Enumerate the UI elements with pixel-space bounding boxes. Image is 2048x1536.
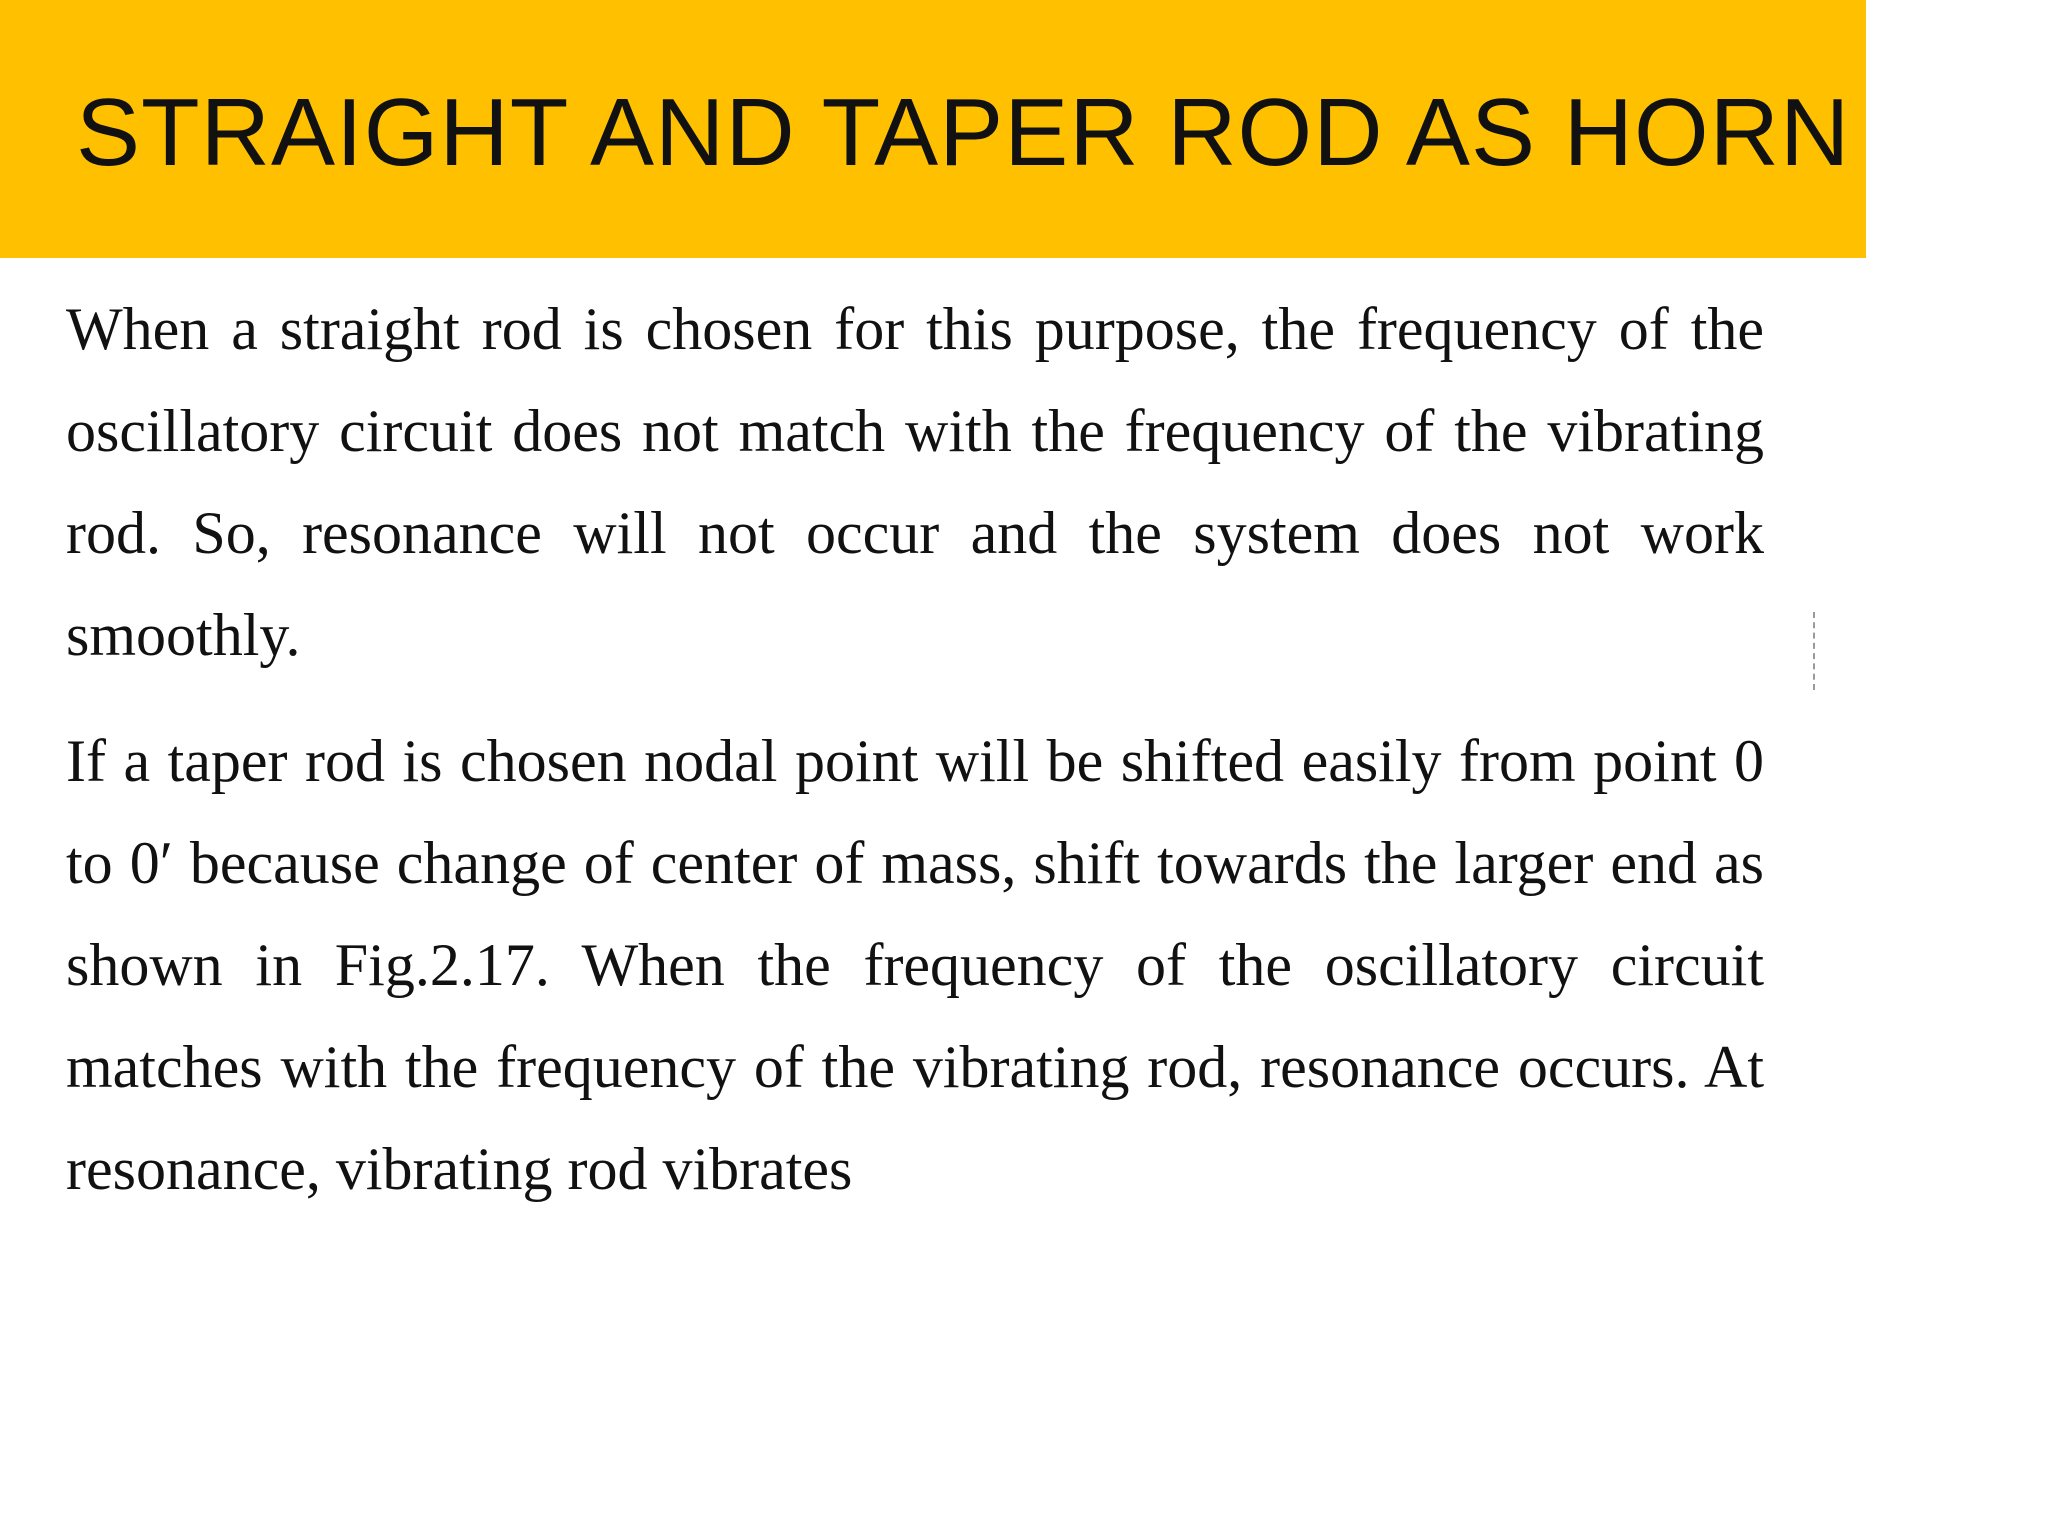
paragraph-straight-rod: When a straight rod is chosen for this purpose, the frequency of the oscillatory circuit does not match with the frequency of the vibrating rod. So, resonance will not occur and the system does not work smoothly.: [66, 296, 1764, 668]
title-bar: [0, 0, 1866, 258]
scan-artifact-mark: [1813, 612, 1817, 690]
slide-title: STRAIGHT AND TAPER ROD AS HORN: [76, 79, 1851, 186]
paragraph-taper-rod: If a taper rod is chosen nodal point will be shifted easily from point 0 to 0′ because change of center of mass, shift towards the larger end as shown in Fig.2.17. When the frequency of the oscillatory circuit matches with the frequency of the vibrating rod, resonance occurs. At resonance, vibrating rod vibrates: [66, 728, 1764, 1202]
slide-body: [66, 278, 1764, 1220]
